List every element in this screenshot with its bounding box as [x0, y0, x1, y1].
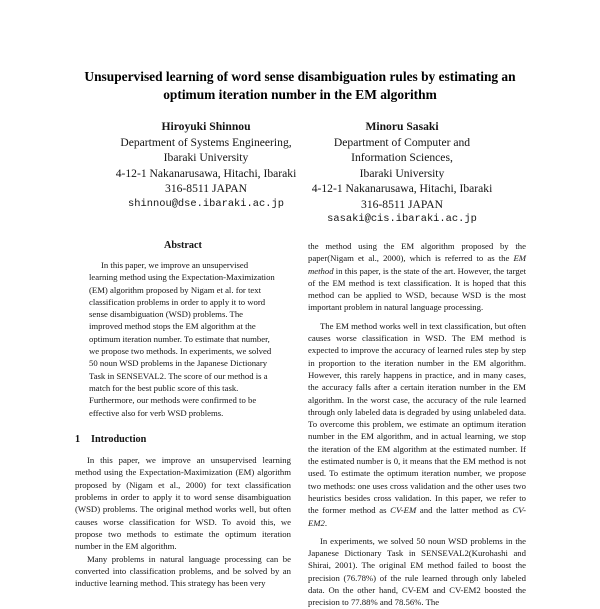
paper-title: Unsupervised learning of word sense disambiguation rules by estimating an optimum iteration number in the EM algorithm	[84, 69, 516, 102]
body-paragraph	[308, 320, 526, 529]
author-name: Minoru Sasaki	[365, 120, 439, 133]
emphasis: CV-EM2	[308, 505, 526, 528]
body-paragraph: Many problems in natural language processing can be converted into classification problems, and be solved by an inductive learning method. This strategy has been very	[75, 553, 291, 589]
section-title: Introduction	[91, 433, 147, 445]
author-block-1	[96, 119, 316, 212]
left-column	[75, 240, 291, 589]
affiliation-line: Ibaraki University	[359, 166, 445, 180]
affiliation-line: Information Sciences,	[351, 151, 453, 164]
affiliation-line: 316-8511 JAPAN	[361, 197, 443, 211]
section-number: 1	[75, 433, 81, 445]
emphasis: EM method	[308, 253, 526, 276]
text-run: .	[324, 517, 328, 528]
affiliation-line: 4-12-1 Nakanarusawa, Hitachi, Ibaraki	[311, 182, 493, 195]
author-email: shinnou@dse.ibaraki.ac.jp	[128, 197, 284, 210]
affiliation-line: Ibaraki University	[163, 151, 249, 164]
emphasis: CV-EM	[390, 505, 417, 516]
affiliation-line: 4-12-1 Nakanarusawa, Hitachi, Ibaraki	[115, 166, 297, 180]
text-run: in this paper, is the state of the art. However, the target of the EM method is text classification. It is hoped that this method can be applied to WSD, because WSD is the most important problem in natural language processing.	[308, 265, 526, 313]
abstract-heading: Abstract	[164, 240, 202, 251]
body-paragraph	[308, 240, 526, 314]
body-paragraph: In this paper, we improve an unsupervised learning method using the Expectation-Maximization (EM) algorithm proposed by (Nigam et al., 2000) for text classification problems in order to apply it to word sense disambiguation (WSD) problems. The original method works well, but often causes worse classification for WSD. To avoid this, we propose two methods to estimate the optimum iteration number in the EM algorithm.	[75, 455, 291, 552]
body-paragraph: In experiments, we solved 50 noun WSD problems in the Japanese Dictionary Task in SENSEVAL2(Kurohashi and Shirai, 2001). The original EM method failed to boost the precision (76.78%) of the rule learned through only labeled data. On the other hand, CV-EM and CV-EM2 boosted the precision to 77.88% and 78.56%. The	[308, 535, 526, 608]
text-run: The EM method works well in text classification, but often causes worse classification in WSD. The EM method is expected to improve the accuracy of learned rules step by step in proportion to the iteration number in the EM algorithm. However, this rarely happens in practice, and in many cases, the accuracy falls after a certain iteration number in the EM algorithm. In the worst case, the accuracy of the rule learned through only labeled data is degraded by using unlabeled data. To overcome this problem, we estimate an optimum iteration number in the EM algorithm, and in actual learning, we stop the iteration of the EM algorithm at the estimated number. If the estimated number is 0, it means that the EM method is not used. To estimate the optimum iteration number, we propose two methods: one uses cross validation and the other uses two heuristics besides cross validation. In this paper, we refer to the former method as	[308, 320, 526, 516]
author-name: Hiroyuki Shinnou	[161, 120, 251, 133]
affiliation-line: Department of Computer and	[333, 135, 471, 149]
right-column	[308, 240, 526, 609]
author-email: sasaki@cis.ibaraki.ac.jp	[327, 213, 477, 225]
text-run: and the latter method as	[416, 505, 513, 516]
author-block-2	[292, 119, 512, 228]
section-heading	[75, 434, 291, 446]
affiliation-line: Department of Systems Engineering,	[120, 135, 292, 149]
text-run: the method using the EM algorithm proposed by the paper(Nigam et al., 2000), which is referred to as the	[308, 241, 526, 264]
affiliation-line: 316-8511 JAPAN	[165, 182, 247, 195]
abstract-text: In this paper, we improve an unsupervised learning method using the Expectation-Maximization (EM) algorithm proposed by Nigam et al. for text classification problems in order to apply it to word sense disambiguation (WSD) problems. The improved method stops the EM algorithm at the optimum iteration number. To estimate that number, we propose two methods. In experiments, we solved 50 noun WSD problems in the Japanese Dictionary Task in SENSEVAL2. The score of our method is a match for the best public score of this task. Furthermore, our methods were confirmed to be effective also for verb WSD problems.	[89, 260, 275, 418]
